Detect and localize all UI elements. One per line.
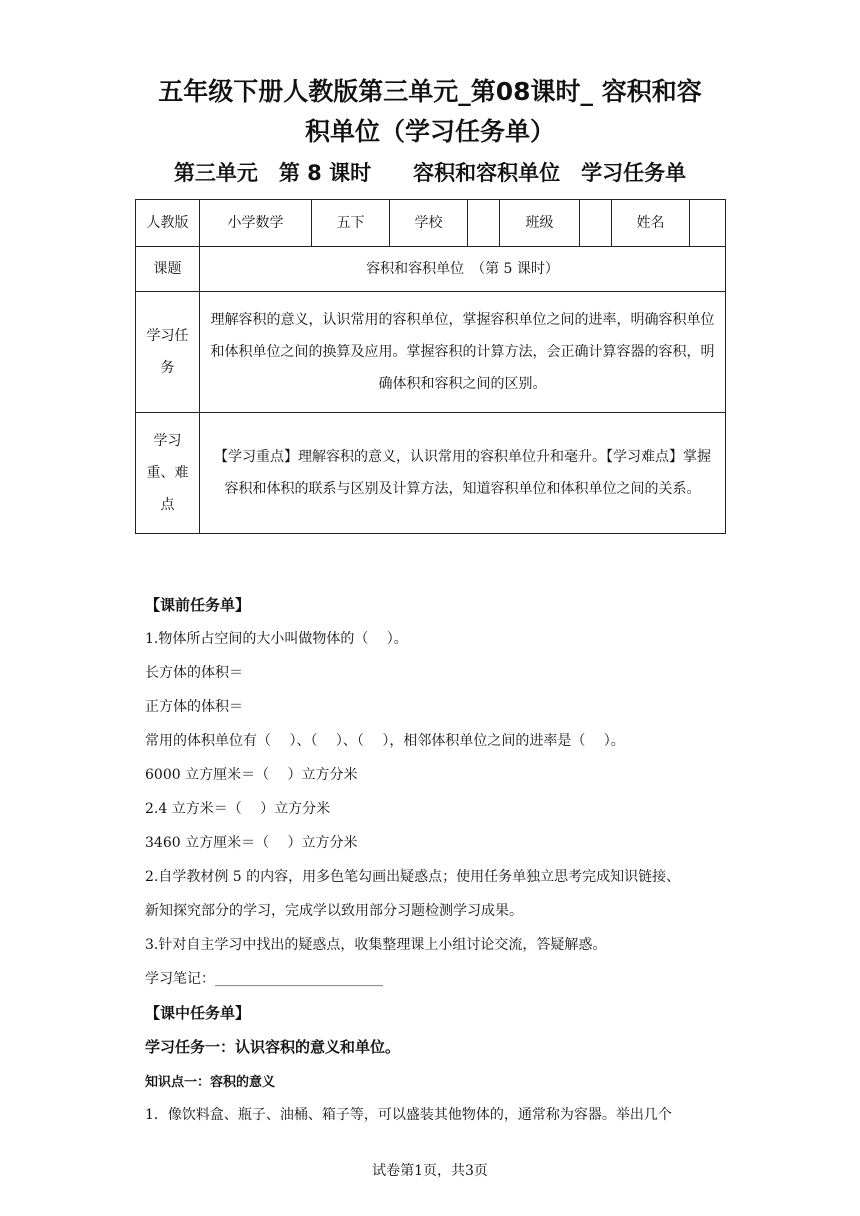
keypoint-label-cell: 学习重、难点 [136,413,200,534]
grade-cell: 五下 [312,200,390,247]
pre-class-line: 新知探究部分的学习，完成学以致用部分习题检测学习成果。 [145,903,523,919]
pre-class-line: 正方体的体积＝ [145,699,243,715]
school-value-cell[interactable] [468,200,500,247]
pre-class-section [145,594,725,994]
keypoint-text-cell: 【学习重点】理解容积的意义，认识常用的容积单位升和毫升。【学习难点】掌握容积和体积的联系与区别及计算方法，知道容积单位和体积单位之间的关系。 [200,413,726,534]
pre-class-line: 3.针对自主学习中找出的疑惑点，收集整理课上小组讨论交流，答疑解惑。 [145,937,607,953]
school-label-cell: 学校 [390,200,468,247]
in-class-section [145,1002,725,1122]
pre-class-line: 2.4 立方米＝（ ）立方分米 [145,801,331,817]
study-notes-line[interactable]: 学习笔记：________________________ [145,971,383,987]
info-row-keypoints [136,413,726,534]
task-text-cell: 理解容积的意义，认识常用的容积单位，掌握容积单位之间的进率，明确容积单位和体积单位之间的换算及应用。掌握容积的计算方法，会正确计算容器的容积，明确体积和容积之间的区别。 [200,292,726,413]
subject-cell: 小学数学 [200,200,312,247]
name-label-cell: 姓名 [612,200,690,247]
knowledge-point-heading: 知识点一：容积的意义 [145,1075,276,1090]
name-value-cell[interactable] [690,200,726,247]
worksheet-subtitle: 第三单元 第 8 课时 容积和容积单位 学习任务单 [173,161,687,185]
task-label-cell: 学习任务 [136,292,200,413]
class-label-cell: 班级 [500,200,580,247]
info-row-task [136,292,726,413]
pre-class-line: 1.物体所占空间的大小叫做物体的（ ）。 [145,631,408,647]
info-row-topic [136,247,726,292]
page-footer: 试卷第1页，共3页 [372,1163,488,1179]
document-title-line-2: 积单位（学习任务单） [304,117,555,146]
document-title-line-1: 五年级下册人教版第三单元_第08课时_ 容积和容 [158,77,702,106]
pre-class-heading: 【课前任务单】 [145,596,251,614]
document-title [120,72,740,152]
info-table [135,199,726,534]
question-item: 1．像饮料盒、瓶子、油桶、箱子等，可以盛装其他物体的，通常称为容器。举出几个 [145,1107,672,1123]
task-one-heading: 学习任务一：认识容积的意义和单位。 [145,1038,401,1056]
pre-class-line: 3460 立方厘米＝（ ）立方分米 [145,835,358,851]
topic-label-cell: 课题 [136,247,200,292]
pre-class-line: 6000 立方厘米＝（ ）立方分米 [145,767,358,783]
pre-class-line: 长方体的体积＝ [145,665,243,681]
in-class-heading: 【课中任务单】 [145,1004,251,1022]
info-row-header [136,200,726,247]
pre-class-line: 2.自学教材例 5 的内容，用多色笔勾画出疑惑点；使用任务单独立思考完成知识链接、 [145,869,681,885]
pre-class-line: 常用的体积单位有（ ）、（ ）、（ ），相邻体积单位之间的进率是（ ）。 [145,733,625,749]
topic-value-cell: 容积和容积单位 （第 5 课时） [200,247,726,292]
class-value-cell[interactable] [580,200,612,247]
publisher-cell: 人教版 [136,200,200,247]
